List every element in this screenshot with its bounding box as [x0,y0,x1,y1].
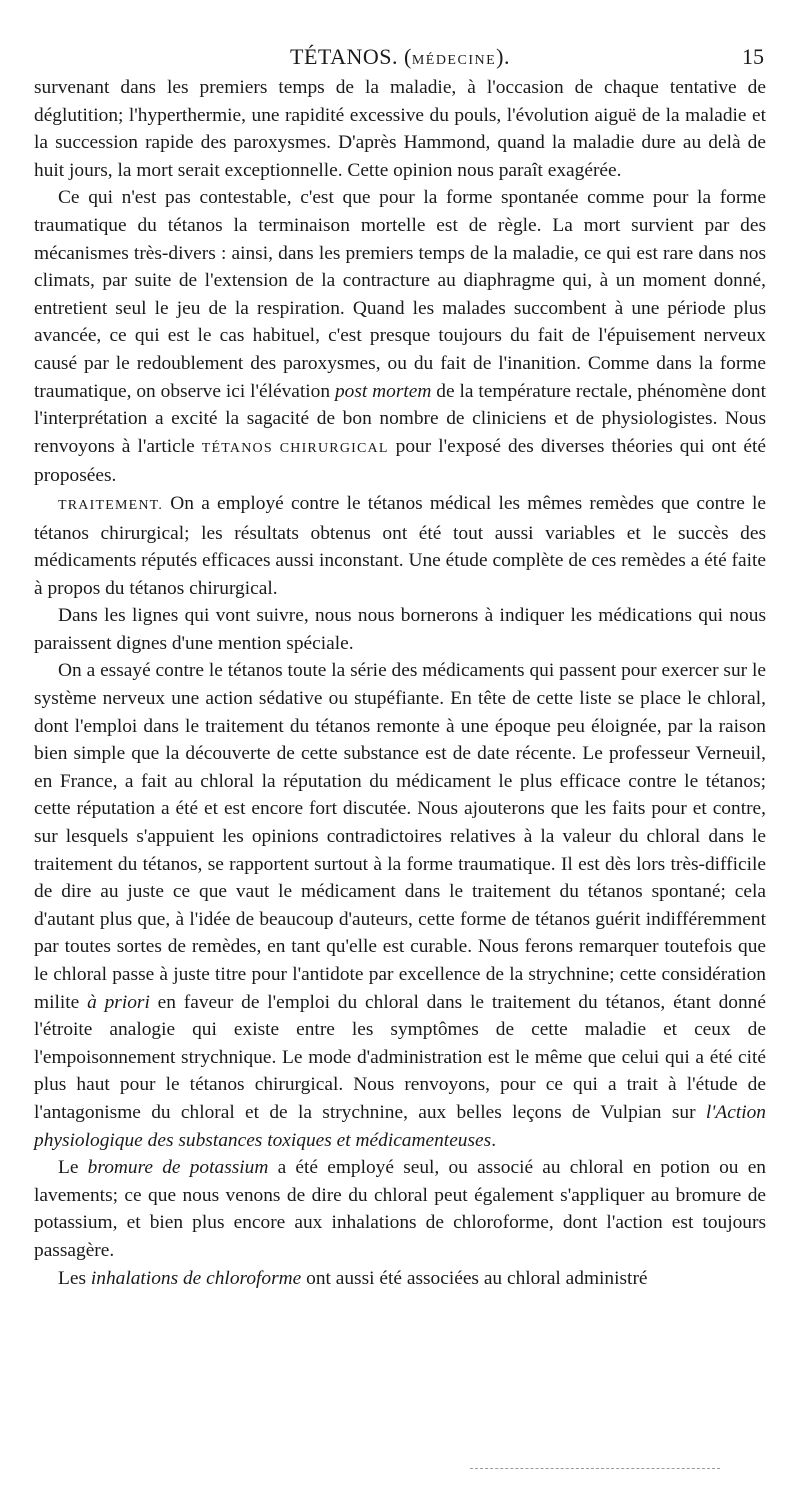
text-run: ont aussi été associées au chloral administré [301,1267,648,1289]
header-section-open: ( [403,44,412,69]
text-run: Dans les lignes qui vont suivre, nous nous bornerons à indiquer les médications qui nous paraissent dignes d'une mention spéciale. [34,605,766,654]
text-run: de la température rectale, phénomène dont l'interprétation a excité la sagacité de bon nombre de cliniciens et de physiologistes. Nous renvoyons à l'article [34,380,766,457]
header-section-close: ). [496,44,510,69]
header-title: TÉTANOS. [290,44,398,69]
document-page [34,40,766,1292]
text-run: Ce qui n'est pas contestable, c'est que pour la forme spontanée comme pour la forme traumatique du tétanos la terminaison mortelle est de règle. La mort survient par des mécanismes très-divers : ainsi, dans les premiers temps de la maladie, ce qui est rare dans nos climats, par suite de l'extension de la contracture au diaphragme qui, à un moment donné, entretient seul le jeu de la respiration. Quand les malades succombent à une période plus avancée, ce qui est le cas habituel, c'est presque toujours du fait de l'épuisement nerveux causé par le redoublement des paroxysmes, ou du fait de l'inanition. Comme dans la forme traumatique, on observe ici l'élévation [34,187,766,402]
text-run: On a essayé contre le tétanos toute la série des médicaments qui passent pour exercer sur le système nerveux une action sédative ou stupéfiante. En tête de cette liste se place le chloral, dont l'emploi dans le traitement du tétanos remonte à une époque peu éloignée, par la raison bien simple que la découverte de cette substance est de date récente. Le professeur Verneuil, en France, a fait au chloral la réputation du médicament le plus efficace contre le tétanos; cette réputation a été et est encore fort discutée. Nous ajouterons que les faits pour et contre, sur lesquels s'appuient les opinions contradictoires relatives à la valeur du chloral dans le traitement du tétanos, se rapportent surtout à la forme traumatique. Il est dès lors très-difficile de dire au juste ce que vaut le médicament dans le traitement du tétanos spontané; cela d'autant plus que, à l'idée de beaucoup d'auteurs, cette forme de tétanos guérit indifféremment par toutes sortes de remèdes, en tant qu'elle est curable. Nous ferons remarquer toutefois que le chloral passe à juste titre pour l'antidote par excellence de la strychnine; cette considération milite [34,660,766,1013]
italic-text: inhalations de chloroforme [90,1267,302,1289]
running-header [34,40,766,74]
paragraph [34,74,766,184]
paragraph [34,490,766,602]
paragraph [34,1265,766,1293]
text-run: Le [58,1157,88,1179]
footer-rule [470,1468,720,1469]
text-run: en faveur de l'emploi du chloral dans le traitement du tétanos, étant donné l'étroite analogie qui existe entre les symptômes de cette maladie et ceux de l'empoisonnement strychnique. Le mode d'administration est le même que celui qui a été cité plus haut pour le tétanos chirurgical. Nous renvoyons, pour ce qui a trait à l'étude de l'antagonisme du chloral et de la strychnine, aux belles leçons de Vulpian sur [34,991,766,1123]
text-run: survenant dans les premiers temps de la maladie, à l'occasion de chaque tentative de déglutition; l'hyperthermie, une rapidité excessive du pouls, l'évolution aiguë de la maladie et la succession rapide des paroxysmes. D'après Hammond, quand la maladie dure au delà de huit jours, la mort serait exceptionnelle. Cette opinion nous paraît exagérée. [34,77,766,181]
text-run: Les [58,1267,91,1289]
text-run: pour l'exposé des diverses théories qui ont été proposées. [34,435,767,487]
paragraph [34,184,766,490]
text-run: a été employé seul, ou associé au chloral en potion ou en lavements; ce que nous venons de dire du chloral peut également s'appliquer au bromure de potassium, et bien plus encore aux inhalations de chloroforme, dont l'action est toujours passagère. [34,1157,766,1261]
page-number: 15 [742,44,764,69]
italic-text: post mortem [334,380,432,402]
text-run: On a employé contre le tétanos médical les mêmes remèdes que contre le tétanos chirurgical; les résultats obtenus ont été tout aussi variables et le succès des médicaments réputés efficaces aussi inconstant. Une étude complète de ces remèdes a été faite à propos du tétanos chirurgical. [34,492,766,599]
italic-text: à priori [87,991,150,1013]
italic-text: l'Action physiologique des substances toxiques et médicamenteuses [34,1101,766,1151]
paragraph [34,657,766,1154]
running-title [34,40,766,78]
paragraph [34,602,766,657]
body-text [34,74,766,1292]
small-caps-text: TRAITEMENT. [58,497,164,513]
italic-text: bromure de potassium [87,1157,269,1179]
small-caps-text: TÉTANOS CHIRURGICAL [201,440,389,456]
header-section: MÉDECINE [411,53,497,68]
text-run: . [491,1129,497,1151]
paragraph [34,1154,766,1264]
